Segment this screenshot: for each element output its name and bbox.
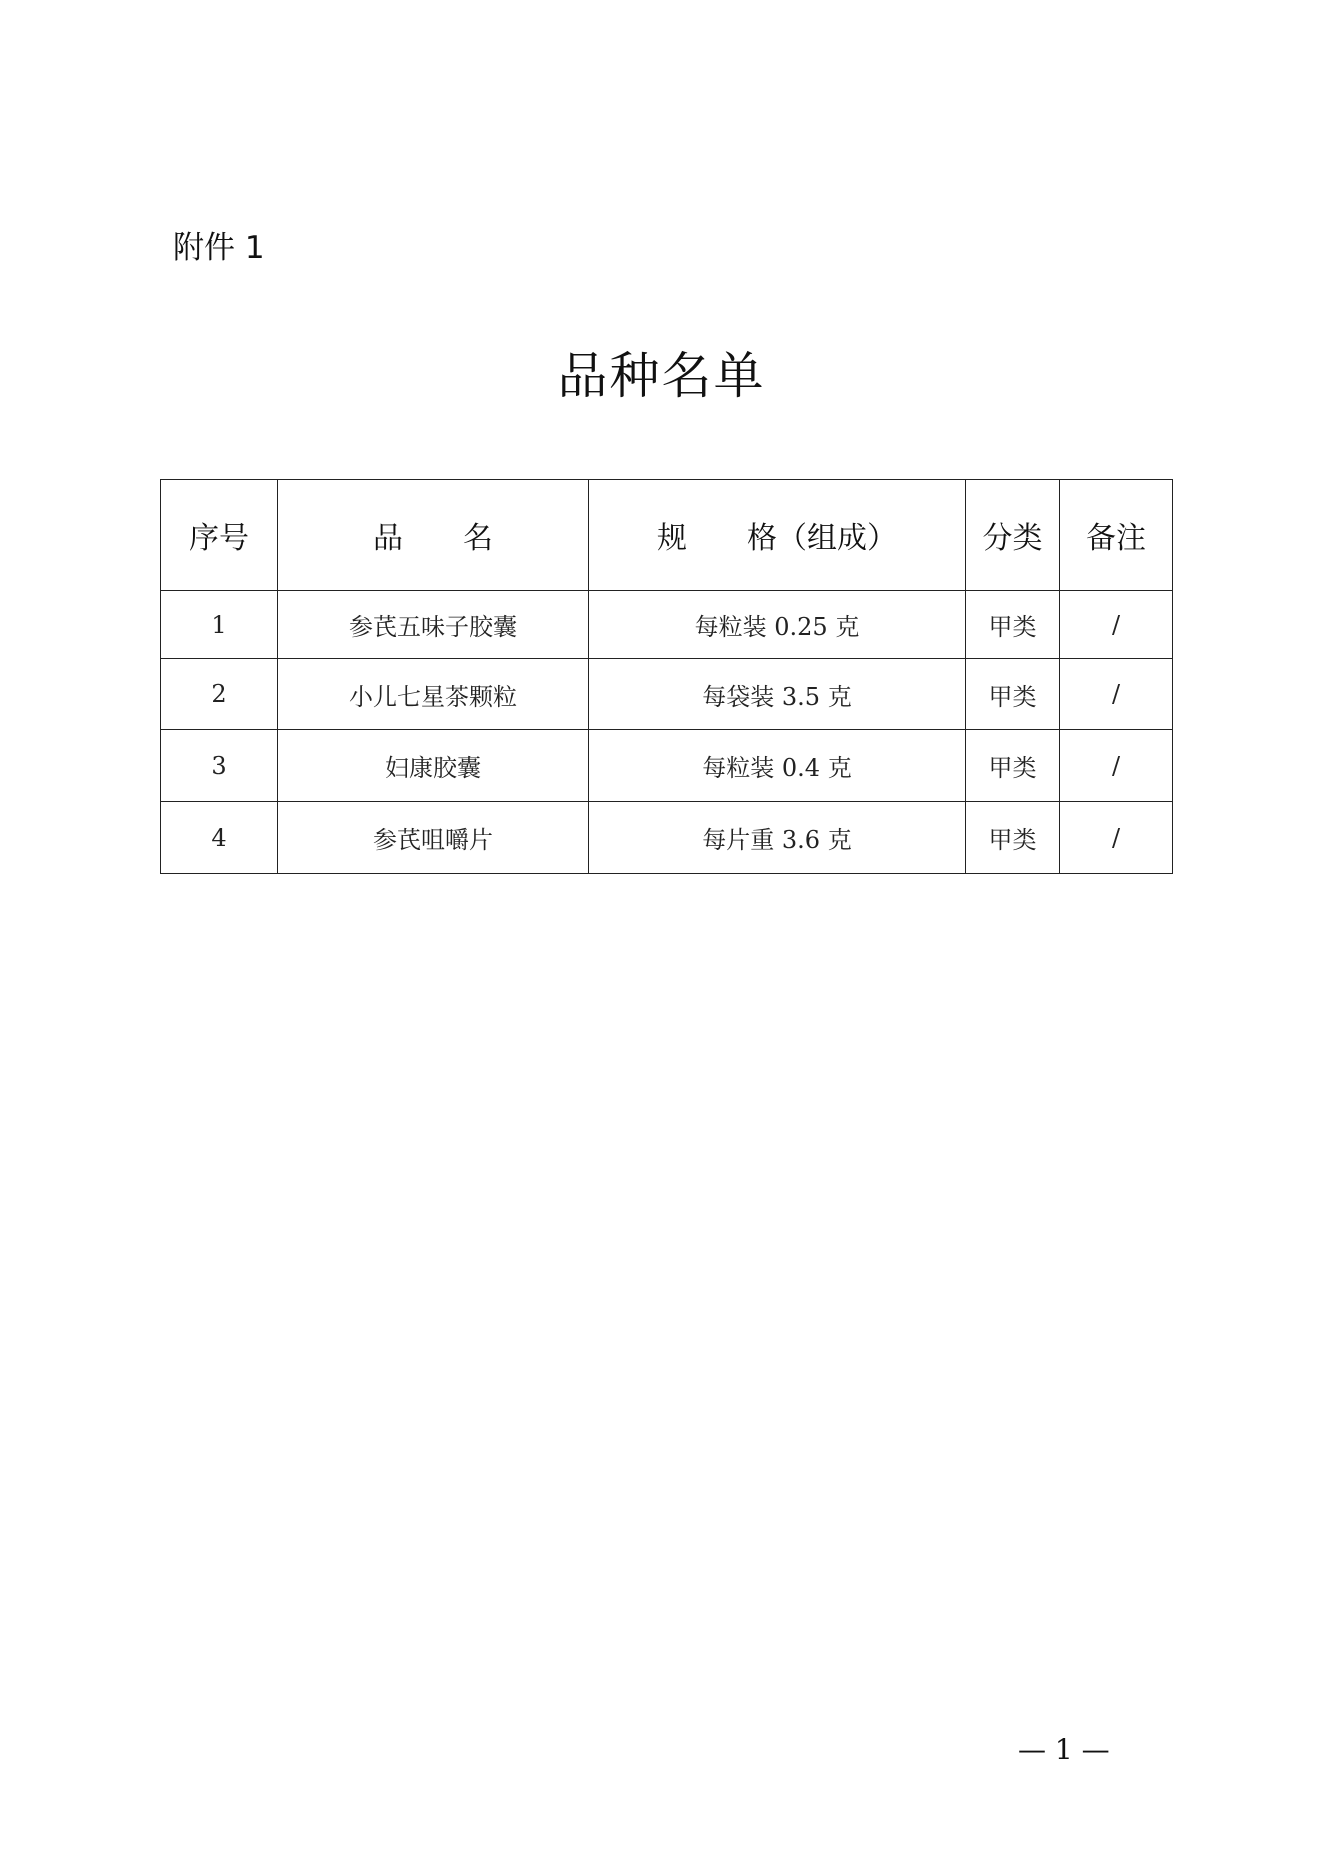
cell-category: 甲类	[966, 802, 1060, 874]
cell-remark: /	[1060, 802, 1173, 874]
table-row	[161, 659, 1173, 730]
cell-name: 参芪咀嚼片	[278, 802, 589, 874]
cell-remark: /	[1060, 591, 1173, 659]
cell-name: 小儿七星茶颗粒	[278, 659, 589, 730]
header-name: 品 名	[278, 480, 589, 591]
table-row	[161, 730, 1173, 802]
table-header-row	[161, 480, 1173, 591]
document-title: 品种名单	[557, 347, 766, 405]
cell-name: 妇康胶囊	[278, 730, 589, 802]
header-category: 分类	[966, 480, 1060, 591]
page-number: — 1 —	[1018, 1733, 1110, 1766]
variety-list-table	[160, 479, 1173, 874]
cell-remark: /	[1060, 730, 1173, 802]
header-index: 序号	[161, 480, 278, 591]
cell-spec: 每袋装 3.5 克	[589, 659, 966, 730]
table-row	[161, 802, 1173, 874]
cell-category: 甲类	[966, 730, 1060, 802]
cell-category: 甲类	[966, 659, 1060, 730]
cell-spec: 每粒装 0.4 克	[589, 730, 966, 802]
cell-index: 2	[161, 659, 278, 730]
cell-index: 3	[161, 730, 278, 802]
table-row	[161, 591, 1173, 659]
cell-index: 4	[161, 802, 278, 874]
attachment-label: 附件 1	[173, 230, 265, 266]
cell-spec: 每片重 3.6 克	[589, 802, 966, 874]
header-spec: 规 格（组成）	[589, 480, 966, 591]
cell-spec: 每粒装 0.25 克	[589, 591, 966, 659]
cell-name: 参芪五味子胶囊	[278, 591, 589, 659]
cell-category: 甲类	[966, 591, 1060, 659]
cell-remark: /	[1060, 659, 1173, 730]
cell-index: 1	[161, 591, 278, 659]
header-remark: 备注	[1060, 480, 1173, 591]
